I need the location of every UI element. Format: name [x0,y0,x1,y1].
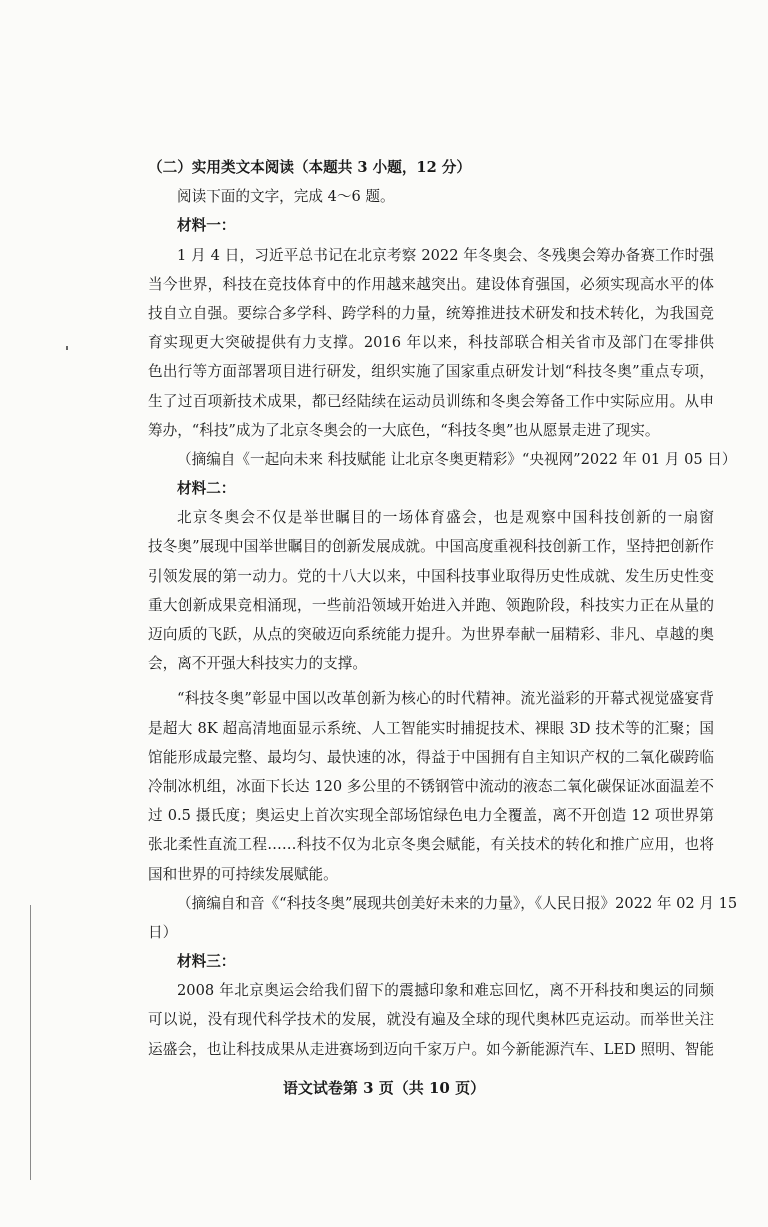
material2-source-cont: 日） [148,923,178,941]
scan-margin-line [30,905,31,1180]
material1-line: 筹办，“科技”成为了北京冬奥会的一大底色，“科技冬奥”也从愿景走进了现实。 [148,421,660,439]
material3-body [148,976,714,1064]
material2-paragraph-2 [148,684,714,888]
material1-line: 育实现更大突破提供有力支撑。2016 年以来，科技部联合相关省市及部门在零排供 [148,334,714,352]
material3-label: 材料三： [177,953,236,971]
material1-line: 生了过百项新技术成果，都已经陆续在运动员训练和冬奥会筹备工作中实际应用。从申 [148,392,714,410]
material1-line: 色出行等方面部署项目进行研发，组织实施了国家重点研发计划“科技冬奥”重点专项， [148,363,714,381]
material2-line: 迈向质的飞跃，从点的突破迈向系统能力提升。为世界奉献一届精彩、非凡、卓越的奥 [148,626,714,643]
section-instruction: 阅读下面的文字，完成 4～6 题。 [177,188,395,206]
material1-source: （摘编自《一起向未来 科技赋能 让北京冬奥更精彩》“央视网”2022 年 01 月 05 日） [177,450,737,468]
material2-source: （摘编自和音《“科技冬奥”展现共创美好未来的力量》，《人民日报》2022 年 02 月 15 [177,894,738,912]
material2-line: 冷制冰机组，冰面下长达 120 多公里的不锈钢管中流动的液态二氧化碳保证冰面温差不 [148,777,714,795]
material2-line: 技冬奥”展现中国举世瞩目的创新发展成就。中国高度重视科技创新工作，坚持把创新作 [148,538,714,556]
material2-line: 会，离不开强大科技实力的支撑。 [148,655,367,673]
material2-line: 北京冬奥会不仅是举世瞩目的一场体育盛会，也是观察中国科技创新的一扇窗 [177,509,714,527]
reading-section [148,153,738,1064]
material2-line: 张北柔性直流工程……科技不仅为北京冬奥会赋能，有关技术的转化和推广应用，也将 [148,836,714,854]
material2-line: 国和世界的可持续发展赋能。 [148,865,338,883]
material2-line: 馆能形成最完整、最均匀、最快速的冰，得益于中国拥有自主知识产权的二氧化碳跨临 [148,748,714,766]
material2-line: 过 0.5 摄氏度；奥运史上首次实现全部场馆绿色电力全覆盖，离不开创造 12 项世界第 [148,807,714,825]
material3-line: 可以说，没有现代科学技术的发展，就没有遍及全球的现代奥林匹克运动。而举世关注 [148,1011,714,1029]
material1-body [148,241,714,445]
material1-line: 1 月 4 日，习近平总书记在北京考察 2022 年冬奥会、冬残奥会筹办备赛工作时强 [177,246,714,264]
material2-line: 引领发展的第一动力。党的十八大以来，中国科技事业取得历史性成就、发生历史性变 [148,567,714,585]
material2-line: “科技冬奥”彰显中国以改革创新为核心的时代精神。流光溢彩的开幕式视觉盛宴背 [177,690,714,708]
page-footer: 语文试卷第 3 页（共 10 页） [282,1079,486,1097]
material2-paragraph-1 [148,503,714,678]
material1-label: 材料一： [177,217,236,235]
section-heading: （二）实用类文本阅读（本题共 3 小题，12 分） [148,159,471,176]
material2-line: 是超大 8K 超高清地面显示系统、人工智能实时捕捉技术、裸眼 3D 技术等的汇聚；国 [148,719,714,737]
material3-line: 运盛会，也让科技成果从走进赛场到迈向千家万户。如今新能源汽车、LED 照明、智能 [148,1040,714,1058]
material1-line: 技自立自强。要综合多学科、跨学科的力量，统筹推进技术研发和技术转化，为我国竞 [148,304,714,322]
scan-mark [66,346,68,350]
material1-line: 当今世界，科技在竞技体育中的作用越来越突出。建设体育强国，必须实现高水平的体 [148,275,714,293]
material2-label: 材料二： [177,480,236,498]
material2-line: 重大创新成果竞相涌现，一些前沿领域开始进入并跑、领跑阶段，科技实力正在从量的 [148,596,714,614]
material3-line: 2008 年北京奥运会给我们留下的震撼印象和难忘回忆，离不开科技和奥运的同频 [177,982,714,1000]
